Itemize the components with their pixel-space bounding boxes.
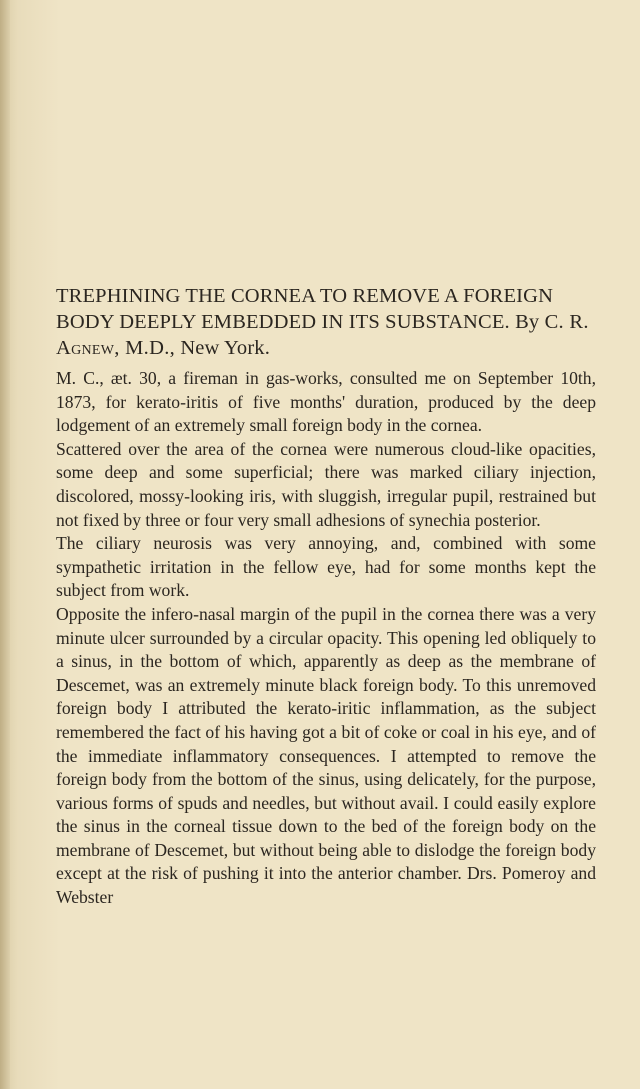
paragraph-3: The ciliary neurosis was very annoying, and, combined with some sympathetic irritation in the fellow eye, had for some months kept the subject from work. [56,533,596,601]
author-name: C. R. Agnew, M.D., [56,311,589,359]
paragraph-1: M. C., æt. 30, a fireman in gas-works, consulted me on September 10th, 1873, for kerato-iritis of five months' duration, produced by the deep lodgement of an extremely small foreign body in the cornea. [56,368,596,436]
paragraph-4: Opposite the infero-nasal margin of the pupil in the cornea there was a very minute ulcer surrounded by a circular opacity. This opening led obliquely to a sinus, in the bottom of which, apparently as deep as the membrane of Descemet, was an extremely minute black foreign body. To this unremoved foreign body I attributed the kerato-iritic inflammation, as the subject remembered the fact of his having got a bit of coke or coal in his eye, and of the immediate inflammatory consequences. I attempted to remove the foreign body from the bottom of the sinus, using delicately, for the purpose, various forms of spuds and needles, but without avail. I could easily explore the sinus in the corneal tissue down to the bed of the foreign body on the membrane of Descemet, but without being able to dislodge the foreign body except at the risk of pushing it into the anterior chamber. Drs. Pomeroy and Webster [56,603,596,908]
article-body [56,283,596,910]
author-location: New York. [180,337,270,359]
paragraph-2: Scattered over the area of the cornea were numerous cloud-like opacities, some deep and some superficial; there was marked ciliary injection, discolored, mossy-looking iris, with sluggish, irregular pupil, restrained but not fixed by three or four very small adhesions of synechia posterior. [56,438,596,530]
byline-prefix: By [515,311,540,333]
title-text: TREPHINING THE CORNEA TO REMOVE A FOREIGN BODY DEEPLY EMBEDDED IN ITS SUBSTANCE. [56,285,554,333]
article-title [56,283,596,361]
page-edge [0,0,10,1089]
